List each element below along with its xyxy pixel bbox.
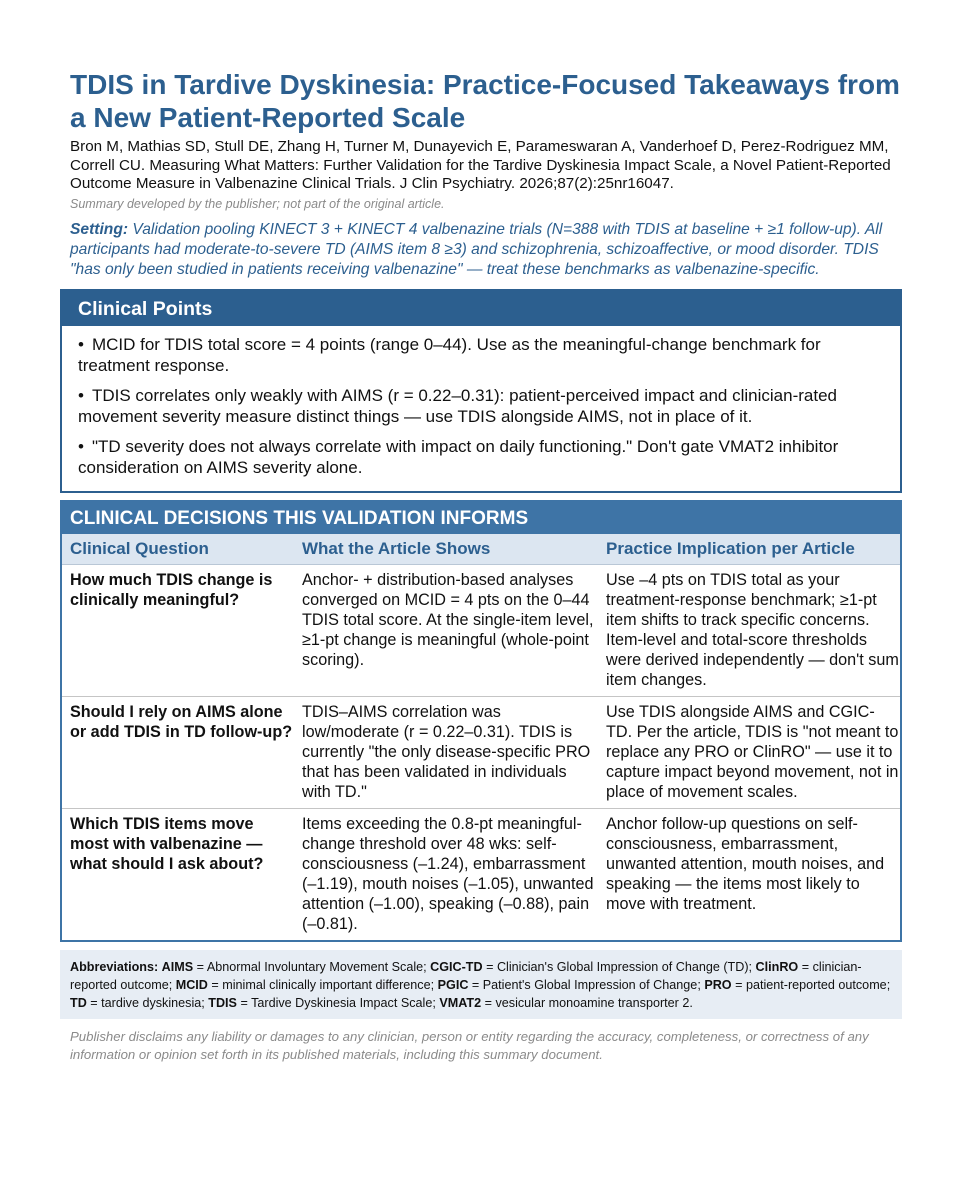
abbrev-term: PRO — [704, 977, 732, 992]
column-header-implication: Practice Implication per Article — [606, 538, 855, 558]
column-header-shows: What the Article Shows — [302, 538, 491, 558]
clinical-point — [78, 385, 886, 427]
shows-cell: Items exceeding the 0.8-pt meaningful-change threshold over 48 wks: self-consciousness (–1.24), embarrassment (–1.19), mouth noises (–1.05), unwanted attention (–1.00), speaking (–0.88), pain (–0.81). — [302, 814, 594, 933]
abbrev-term: TDIS — [208, 995, 237, 1010]
table-header-row — [62, 534, 900, 565]
summary-page — [60, 68, 902, 1064]
bullet-icon: • — [78, 385, 84, 405]
abbrev-term: TD — [70, 995, 87, 1010]
question-cell: How much TDIS change is clinically meaningful? — [70, 570, 273, 609]
abbrev-def: Clinician's Global Impression of Change (TD) — [496, 959, 749, 974]
bullet-icon: • — [78, 436, 84, 456]
abbrev-term: PGIC — [437, 977, 469, 992]
abbrev-def: minimal clinically important difference — [222, 977, 431, 992]
shows-cell: Anchor- + distribution-based analyses converged on MCID = 4 pts on the 0–44 TDIS total score. At the single-item level, ≥1-pt change is meaningful (whole-point scoring). — [302, 570, 594, 669]
table-row — [62, 809, 900, 940]
abbrev-term: AIMS — [161, 959, 194, 974]
abbrev-def: tardive dyskinesia — [101, 995, 202, 1010]
clinical-point-text: MCID for TDIS total score = 4 points (range 0–44). Use as the meaningful-change benchmark for treatment response. — [78, 334, 821, 375]
abbrev-def: patient-reported outcome — [745, 977, 887, 992]
implication-cell: Anchor follow-up questions on self-consciousness, embarrassment, unwanted attention, mouth noises, and speaking — the items most likely to move with treatment. — [606, 814, 885, 913]
implication-cell: Use TDIS alongside AIMS and CGIC-TD. Per the article, TDIS is "not meant to replace any PRO or ClinRO" — use it to capture impact beyond movement, not in place of movement scales. — [606, 702, 899, 801]
clinical-point — [78, 334, 886, 376]
shows-cell: TDIS–AIMS correlation was low/moderate (r = 0.22–0.31). TDIS is currently "the only disease-specific PRO that has been validated in individuals with TD." — [302, 702, 591, 801]
abbrev-def: Abnormal Involuntary Movement Scale — [206, 959, 424, 974]
page-title: TDIS in Tardive Dyskinesia: Practice-Focused Takeaways from a New Patient-Reported Scale — [70, 69, 900, 133]
abbreviations-label: Abbreviations: — [70, 959, 159, 974]
question-cell: Should I rely on AIMS alone or add TDIS in TD follow-up? — [70, 702, 293, 741]
abbrev-def: clinician-reported outcome — [70, 959, 862, 992]
citation: Bron M, Mathias SD, Stull DE, Zhang H, Turner M, Dunayevich E, Parameswaran A, Vanderhoef D, Perez-Rodriguez MM, Correll CU. Measuring What Matters: Further Validation for the Tardive Dyskinesia Impact Scale, a Novel Patient-Reported Outcome Measure in Valbenazine Clinical Trials. J Clin Psychiatry. 2026;87(2):25nr16047. — [70, 138, 891, 192]
clinical-decisions-table — [60, 500, 902, 942]
clinical-point — [78, 436, 886, 478]
abbrev-term: VMAT2 — [439, 995, 482, 1010]
abbrev-def: Tardive Dyskinesia Impact Scale — [251, 995, 433, 1010]
question-cell: Which TDIS items move most with valbenazine — what should I ask about? — [70, 814, 264, 873]
clinical-points-box — [60, 289, 902, 493]
clinical-points-heading: Clinical Points — [62, 291, 900, 326]
summary-note: Summary developed by the publisher; not part of the original article. — [70, 196, 445, 211]
clinical-points-list — [62, 326, 900, 491]
clinical-decisions-heading: CLINICAL DECISIONS THIS VALIDATION INFORMS — [62, 502, 900, 534]
setting-text: Validation pooling KINECT 3 + KINECT 4 valbenazine trials (N=388 with TDIS at baseline + ≥1 follow-up). All participants had moderate-to-severe TD (AIMS item 8 ≥3) and schizophrenia, schizoaffective, or mood disorder. TDIS "has only been studied in patients receiving valbenazine" — treat these benchmarks as valbenazine-specific. — [70, 220, 883, 278]
table-row — [62, 697, 900, 809]
setting-paragraph — [70, 220, 902, 280]
clinical-point-text: TDIS correlates only weakly with AIMS (r = 0.22–0.31): patient-perceived impact and clinician-rated movement severity measure distinct things — use TDIS alongside AIMS, not in place of it. — [78, 385, 837, 426]
abbrev-term: ClinRO — [755, 959, 799, 974]
implication-cell: Use –4 pts on TDIS total as your treatment-response benchmark; ≥1-pt item shifts to track specific concerns. Item-level and total-score thresholds were derived independently — don't sum item changes. — [606, 570, 899, 689]
abbreviations-box: Abbreviations: AIMS = Abnormal Involuntary Movement Scale; CGIC-TD = Clinician's Global Impression of Change (TD); ClinRO = clinician-reported outcome; MCID = minimal clinically important difference; PGIC = Patient's Global Impression of Change; PRO = patient-reported outcome; TD = tardive dyskinesia; TDIS = Tardive Dyskinesia Impact Scale; VMAT2 = vesicular monoamine transporter 2. — [60, 950, 902, 1019]
abbrev-term: MCID — [175, 977, 208, 992]
abbrev-term: CGIC-TD — [430, 959, 483, 974]
column-header-question: Clinical Question — [70, 538, 209, 558]
publisher-disclaimer: Publisher disclaims any liability or damages to any clinician, person or entity regarding the accuracy, completeness, or correctness of any information or opinion set forth in its published materials, including this summary document. — [70, 1028, 869, 1062]
clinical-point-text: "TD severity does not always correlate with impact on daily functioning." Don't gate VMAT2 inhibitor consideration on AIMS severity alone. — [78, 436, 839, 477]
bullet-icon: • — [78, 334, 84, 354]
abbrev-def: Patient's Global Impression of Change — [482, 977, 698, 992]
table-row — [62, 565, 900, 697]
abbrev-def: vesicular monoamine transporter 2. — [495, 995, 693, 1010]
setting-label: Setting: — [70, 220, 129, 238]
